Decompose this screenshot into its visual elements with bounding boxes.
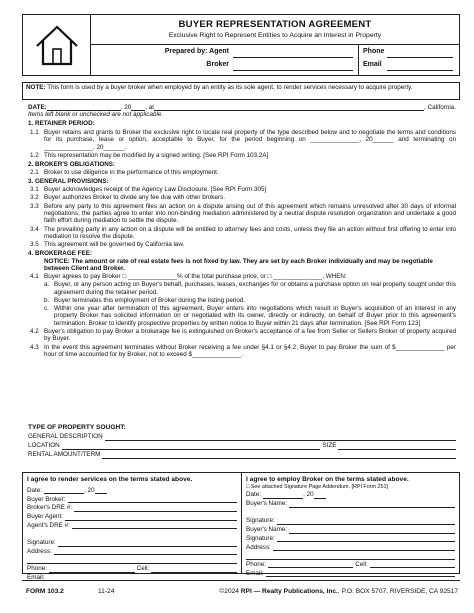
addendum-checkbox-label[interactable]: □ See attached Signature Page Addendum. [RPI Form 251] <box>246 483 389 490</box>
clause-4-1: 4.1 Buyer agrees to pay Broker □ ______________% of the total purchase price, or □ ______________, WHEN: <box>30 273 347 281</box>
buyer-signature-field[interactable] <box>277 518 455 525</box>
date-year-prefix: , 20 <box>120 104 132 111</box>
prepared-by-agent-label: Prepared by: Agent <box>164 48 229 55</box>
signature-block <box>22 472 460 581</box>
broker-signature-field[interactable] <box>58 540 237 547</box>
contact-block <box>363 45 453 75</box>
buyer-signature-column: I agree to employ Broker on the terms stated above. □ See attached Signature Page Addendum. [RPI Form 251] Date: , 20 Buyer's Name: Signature: Buyer's Name: Signature: Address: Phone: Cell: Email: <box>241 473 459 573</box>
general-description-field[interactable] <box>105 434 456 441</box>
clause-3-1: 3.1 Buyer acknowledges receipt of the Agency Law Disclosure. [See RPI Form 305] <box>30 186 267 194</box>
agent-field[interactable] <box>233 48 353 58</box>
clause-3-3: 3.3 Before any party to this agreement files an action on a dispute arising out of this agreement which remains unresolved after 30 days of informal negotiations, the parties agree to enter into non-binding mediation administered by a neutral dispute resolution organization and undertake a good faith effort during mediation to settle the dispute. <box>30 202 456 225</box>
buyer-broker-field[interactable] <box>68 496 238 503</box>
buyer-agent-field[interactable] <box>65 514 237 521</box>
section-obligations-heading: 2. BROKER'S OBLIGATIONS: <box>28 160 116 168</box>
phone-field[interactable] <box>387 48 453 58</box>
clause-4-3: 4.3 In the event this agreement terminates without Broker receiving a fee under §4.1 or §4.2, Buyer to pay Broker the sum of $______________ per hour of time accounted for by Broker, not to exceed $______________. <box>30 343 456 358</box>
rental-row: RENTAL AMOUNT/TERM <box>28 450 456 459</box>
buyer-date-field[interactable] <box>263 492 303 499</box>
location-field[interactable] <box>62 443 321 450</box>
buyer-signature-2-field[interactable] <box>277 535 455 542</box>
rental-field[interactable] <box>102 452 456 459</box>
property-sought-block <box>28 424 456 459</box>
logo <box>23 15 91 75</box>
form-footer <box>22 580 460 602</box>
prepared-by-labels <box>91 45 233 75</box>
section-retainer-heading: 1. RETAINER PERIOD: <box>28 120 95 128</box>
section-fee-heading: 4. BROKERAGE FEE: <box>28 250 93 258</box>
form-title: BUYER REPRESENTATION AGREEMENT <box>178 19 372 30</box>
buyer-name-field[interactable] <box>289 501 455 508</box>
date-line <box>28 104 456 111</box>
items-note: Items left blank or unchecked are not applicable. <box>28 111 164 119</box>
date-california: , California. <box>424 104 456 111</box>
date-field[interactable] <box>47 104 121 111</box>
clause-3-2: 3.2 Buyer authorizes Broker to divide any fee due with other brokers. <box>30 194 225 202</box>
broker-label: Broker <box>206 61 229 68</box>
phone-label: Phone <box>363 48 385 55</box>
buyer-address-field[interactable] <box>273 544 455 551</box>
broker-date-field[interactable] <box>44 487 84 494</box>
broker-agree-heading: I agree to render services on the terms stated above. <box>27 476 193 483</box>
buyer-name-2-field[interactable] <box>289 527 455 534</box>
clause-3-5: 3.5 This agreement will be governed by California law. <box>30 241 185 249</box>
email-label: Email <box>363 61 382 68</box>
header-main <box>91 15 459 75</box>
broker-field[interactable] <box>233 61 353 71</box>
header-vertical-divider <box>358 44 359 75</box>
fee-notice: NOTICE: The amount or rate of real estate fees is not fixed by law. They are set by each Broker individually and may be negotiable between Client and Broker. <box>44 257 433 273</box>
clause-4-1-b: b. Buyer terminates this employment of Broker during the listing period. <box>44 296 246 304</box>
city-field[interactable] <box>154 104 424 111</box>
broker-phone-field[interactable] <box>49 566 135 573</box>
agent-dre-field[interactable] <box>72 522 237 529</box>
agreement-body <box>28 104 456 358</box>
broker-cell-field[interactable] <box>151 566 237 573</box>
broker-dre-field[interactable] <box>74 505 237 512</box>
form-subtitle: Exclusive Right to Represent Entities to Acquire an Interest in Property <box>168 32 382 39</box>
buyer-cell-field[interactable] <box>370 561 455 568</box>
form-number: FORM 103.2 <box>26 587 64 595</box>
broker-year-field[interactable] <box>95 487 107 494</box>
date-at: , at <box>145 104 155 111</box>
date-label: DATE: <box>28 104 47 111</box>
clause-2-1: 2.1 Broker to use diligence in the performance of this employment. <box>30 168 219 176</box>
house-icon <box>23 15 91 75</box>
note-box <box>22 82 460 100</box>
clause-4-2: 4.2 Buyer's obligation to pay Broker a brokerage fee is extinguished on Broker's acceptance of a fee from Seller or Sellers Broker of property acquired by Buyer. <box>30 327 456 343</box>
buyer-address-line-2[interactable] <box>246 553 455 560</box>
broker-signature-column: I agree to render services on the terms stated above. Date: , 20 Buyer Broker: Broker's DRE #: Buyer Agent: Agent's DRE #: Signature: Address: Phone: Cell: Email: <box>23 473 241 573</box>
section-general-heading: 3. GENERAL PROVISIONS: <box>28 177 109 185</box>
note-label: NOTE: <box>26 84 46 91</box>
broker-address-field[interactable] <box>54 548 237 555</box>
footer-copyright: ©2024 RPI — Realty Publications, Inc., P.O. BOX 5707, RIVERSIDE, CA 92517 <box>219 587 458 595</box>
property-heading: TYPE OF PROPERTY SOUGHT: <box>28 424 126 431</box>
size-field[interactable] <box>338 443 456 450</box>
buyer-agree-heading: I agree to employ Broker on the terms stated above. <box>246 476 409 483</box>
form-revision: 11-24 <box>98 587 115 595</box>
year-field[interactable] <box>131 104 145 111</box>
general-description-row: GENERAL DESCRIPTION <box>28 432 456 441</box>
form-header <box>22 14 460 76</box>
buyer-phone-field[interactable] <box>268 561 353 568</box>
clause-4-1-c: c. Within one year after termination of this agreement, Buyer enters into negotiations which result in Buyer's acquisition of an interest in any property Broker has solicited information on or negotiated with its owner, directly or indirectly, on behalf of Buyer prior to this agreement's termination. Broker to identify prospective properties by written notice to Buyer within 21 days after termination. [See RPI Form 123] <box>44 304 456 327</box>
clause-4-1-a: a. Buyer, or any person acting on Buyer's behalf, purchases, leases, exchanges for or obtains a purchase option on real property sought under this agreement during the retainer period. <box>44 281 456 296</box>
clause-1-1: 1.1 Buyer retains and grants to Broker the exclusive right to locate real property of the type described below and to negotiate the terms and conditions for its purchase, lease or option, acceptable to Buyer, for the period beginning on ______________, 20______ and terminating on ______________, 20______. <box>30 128 456 151</box>
email-field[interactable] <box>387 61 453 71</box>
location-size-row: LOCATION SIZE <box>28 441 456 450</box>
broker-address-line-2[interactable] <box>27 557 237 564</box>
clause-3-4: 3.4 The prevailing party in any action on a dispute will be entitled to attorney fees and costs, unless they file an action without first offering to enter into mediation to resolve the dispute. <box>30 225 456 241</box>
buyer-email-field[interactable] <box>266 570 456 577</box>
prepared-by-fields <box>233 45 353 75</box>
buyer-year-field[interactable] <box>314 492 326 499</box>
clause-1-2: 1.2 This representation may be modified by a signed writing. [See RPI Form 103.2A] <box>30 151 269 159</box>
note-text: This form is used by a buyer broker when employed by an entity as its sole agent, to render services necessary to acquire property. <box>47 84 413 91</box>
